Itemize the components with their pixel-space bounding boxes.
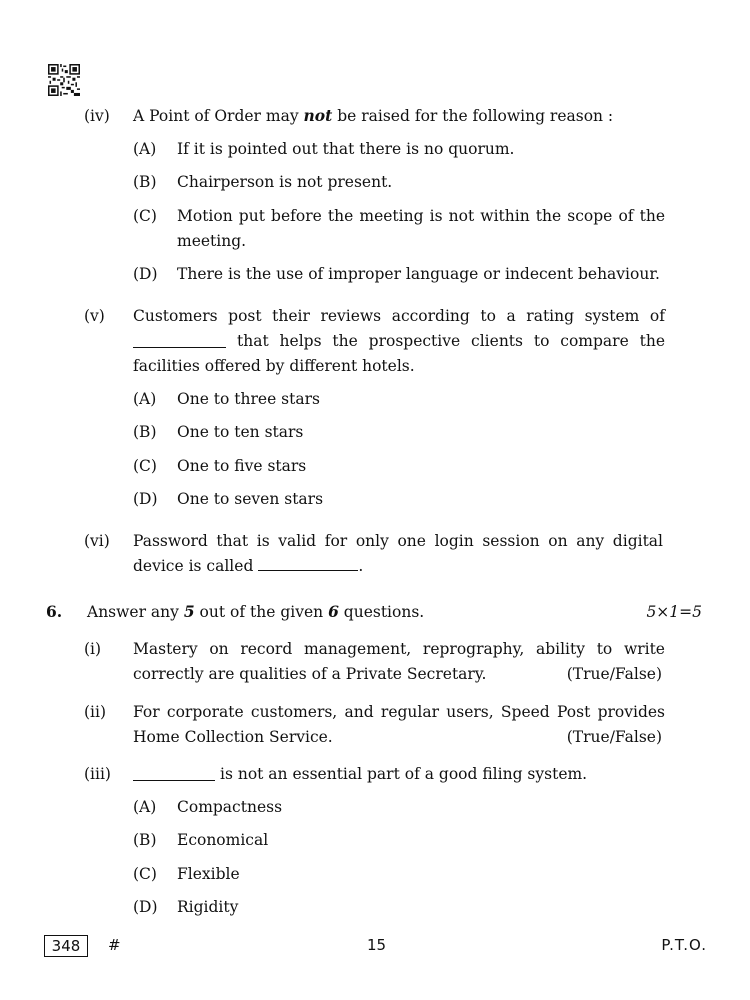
option-text: One to seven stars <box>177 490 324 508</box>
page-number: 15 <box>367 936 387 954</box>
question-stem: Mastery on record management, reprography, ability to write <box>133 640 665 658</box>
question-number: (iii) <box>84 765 111 783</box>
option-label: (A) <box>133 140 157 158</box>
option-label: (A) <box>133 390 157 408</box>
hash-mark: # <box>108 936 121 954</box>
question-number: (iv) <box>84 107 110 125</box>
answer-blank <box>258 569 358 571</box>
question-stem: that helps the prospective clients to compare the <box>237 332 665 350</box>
option-label: (D) <box>133 490 158 508</box>
option-label: (C) <box>133 457 157 475</box>
marks: 5×1=5 <box>646 603 702 621</box>
answer-blank <box>133 779 215 781</box>
question-number: (ii) <box>84 703 107 721</box>
answer-type-tag: (True/False) <box>566 728 662 746</box>
option-label: (D) <box>133 265 158 283</box>
option-text: Motion put before the meeting is not within the scope of the <box>177 207 665 225</box>
question-number: (vi) <box>84 532 110 550</box>
answer-type-tag: (True/False) <box>566 665 662 683</box>
question-stem: correctly are qualities of a Private Secretary. <box>133 665 487 683</box>
option-label: (B) <box>133 173 157 191</box>
section-number: 6. <box>46 602 63 621</box>
option-label: (D) <box>133 898 158 916</box>
question-stem: is not an essential part of a good filing system. <box>220 765 588 783</box>
question-stem: A Point of Order may not be raised for the following reason : <box>133 106 614 125</box>
option-text: One to five stars <box>177 457 307 475</box>
question-number: (i) <box>84 640 102 658</box>
question-stem: For corporate customers, and regular users, Speed Post provides <box>133 703 665 721</box>
option-text: meeting. <box>177 232 247 250</box>
option-text: Economical <box>177 831 269 849</box>
section-instruction: Answer any 5 out of the given 6 questions. <box>87 602 425 621</box>
option-text: If it is pointed out that there is no quorum. <box>177 140 515 158</box>
option-label: (C) <box>133 865 157 883</box>
paper-code: 348 <box>44 935 88 957</box>
option-label: (B) <box>133 423 157 441</box>
option-text: There is the use of improper language or indecent behaviour. <box>177 265 660 283</box>
question-number: (v) <box>84 307 105 325</box>
option-label: (A) <box>133 798 157 816</box>
option-text: Rigidity <box>177 898 239 916</box>
question-stem: Home Collection Service. <box>133 728 333 746</box>
pto-label: P.T.O. <box>661 936 707 954</box>
question-stem: facilities offered by different hotels. <box>133 357 415 375</box>
qr-code-icon <box>48 64 80 96</box>
option-text: Compactness <box>177 798 283 816</box>
question-stem: Customers post their reviews according to a rating system of <box>133 307 665 325</box>
option-text: One to ten stars <box>177 423 304 441</box>
option-text: Flexible <box>177 865 240 883</box>
option-label: (C) <box>133 207 157 225</box>
option-text: One to three stars <box>177 390 320 408</box>
option-text: Chairperson is not present. <box>177 173 393 191</box>
option-label: (B) <box>133 831 157 849</box>
answer-blank <box>133 346 226 348</box>
question-stem: Password that is valid for only one login session on any digital <box>133 532 663 550</box>
question-stem: device is called . <box>133 557 364 575</box>
